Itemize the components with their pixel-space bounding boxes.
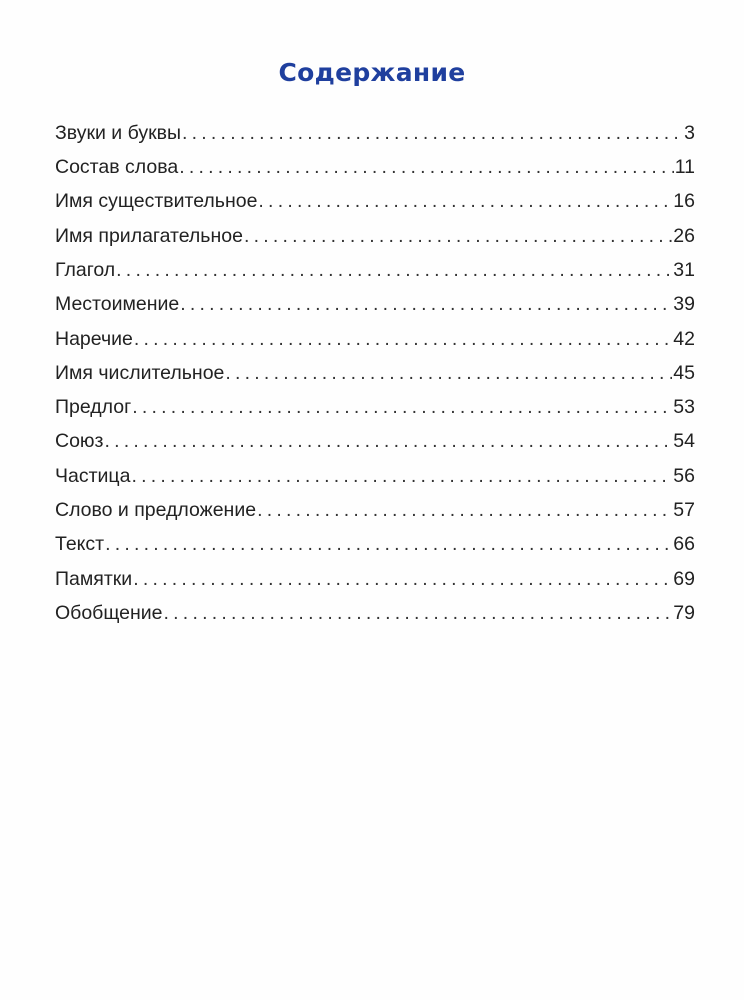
toc-entry-label: Имя существительное [55,190,258,213]
toc-entry-page: 26 [673,224,695,247]
toc-leader-dots [133,570,672,590]
toc-entry-label: Имя прилагательное [55,224,243,247]
page-title: Содержание [278,58,466,87]
toc-leader-dots [132,398,672,418]
toc-leader-dots [225,364,672,384]
toc-entry-label: Обобщение [55,601,163,624]
toc-entry-page: 11 [674,156,695,179]
toc-entry[interactable] [55,521,695,555]
toc-entry-label: Глагол [55,258,116,281]
toc-entry[interactable] [55,589,695,623]
toc-entry[interactable] [55,486,695,520]
toc-entry[interactable] [55,315,695,349]
toc-entry-label: Наречие [55,327,133,350]
toc-leader-dots [244,227,672,247]
toc-leader-dots [179,158,674,178]
toc-entry-label: Текст [55,533,105,556]
toc-leader-dots [258,192,672,212]
table-of-contents [55,109,695,623]
toc-leader-dots [182,124,683,144]
toc-leader-dots [105,432,673,452]
toc-entry-page: 42 [673,327,695,350]
toc-entry-page: 69 [673,567,695,590]
toc-entry-label: Звуки и буквы [55,121,182,144]
toc-entry-label: Союз [55,430,104,453]
toc-leader-dots [164,604,673,624]
toc-entry-page: 3 [684,121,695,144]
toc-entry-label: Состав слова [55,156,179,179]
toc-entry-page: 16 [673,190,695,213]
toc-entry[interactable] [55,212,695,246]
toc-entry[interactable] [55,280,695,314]
toc-entry-page: 56 [673,464,695,487]
toc-entry-page: 54 [673,430,695,453]
toc-entry-label: Имя числительное [55,361,225,384]
toc-entry-page: 57 [673,499,695,522]
toc-entry[interactable] [55,555,695,589]
toc-leader-dots [134,330,672,350]
toc-leader-dots [180,295,672,315]
toc-entry-label: Местоимение [55,293,180,316]
toc-entry[interactable] [55,246,695,280]
toc-entry-page: 31 [673,258,695,281]
toc-entry-label: Слово и предложение [55,499,257,522]
toc-leader-dots [105,535,672,555]
toc-entry-page: 53 [673,396,695,419]
toc-entry[interactable] [55,178,695,212]
toc-entry-page: 39 [673,293,695,316]
toc-entry-page: 45 [673,361,695,384]
toc-leader-dots [116,261,672,281]
toc-entry[interactable] [55,143,695,177]
toc-leader-dots [257,501,672,521]
toc-entry[interactable] [55,383,695,417]
toc-entry[interactable] [55,452,695,486]
toc-leader-dots [131,467,672,487]
toc-entry[interactable] [55,109,695,143]
toc-entry-page: 66 [673,533,695,556]
toc-entry-label: Частица [55,464,131,487]
toc-entry[interactable] [55,349,695,383]
toc-entry-label: Предлог [55,396,132,419]
toc-entry-label: Памятки [55,567,133,590]
toc-entry-page: 79 [673,601,695,624]
toc-entry[interactable] [55,418,695,452]
